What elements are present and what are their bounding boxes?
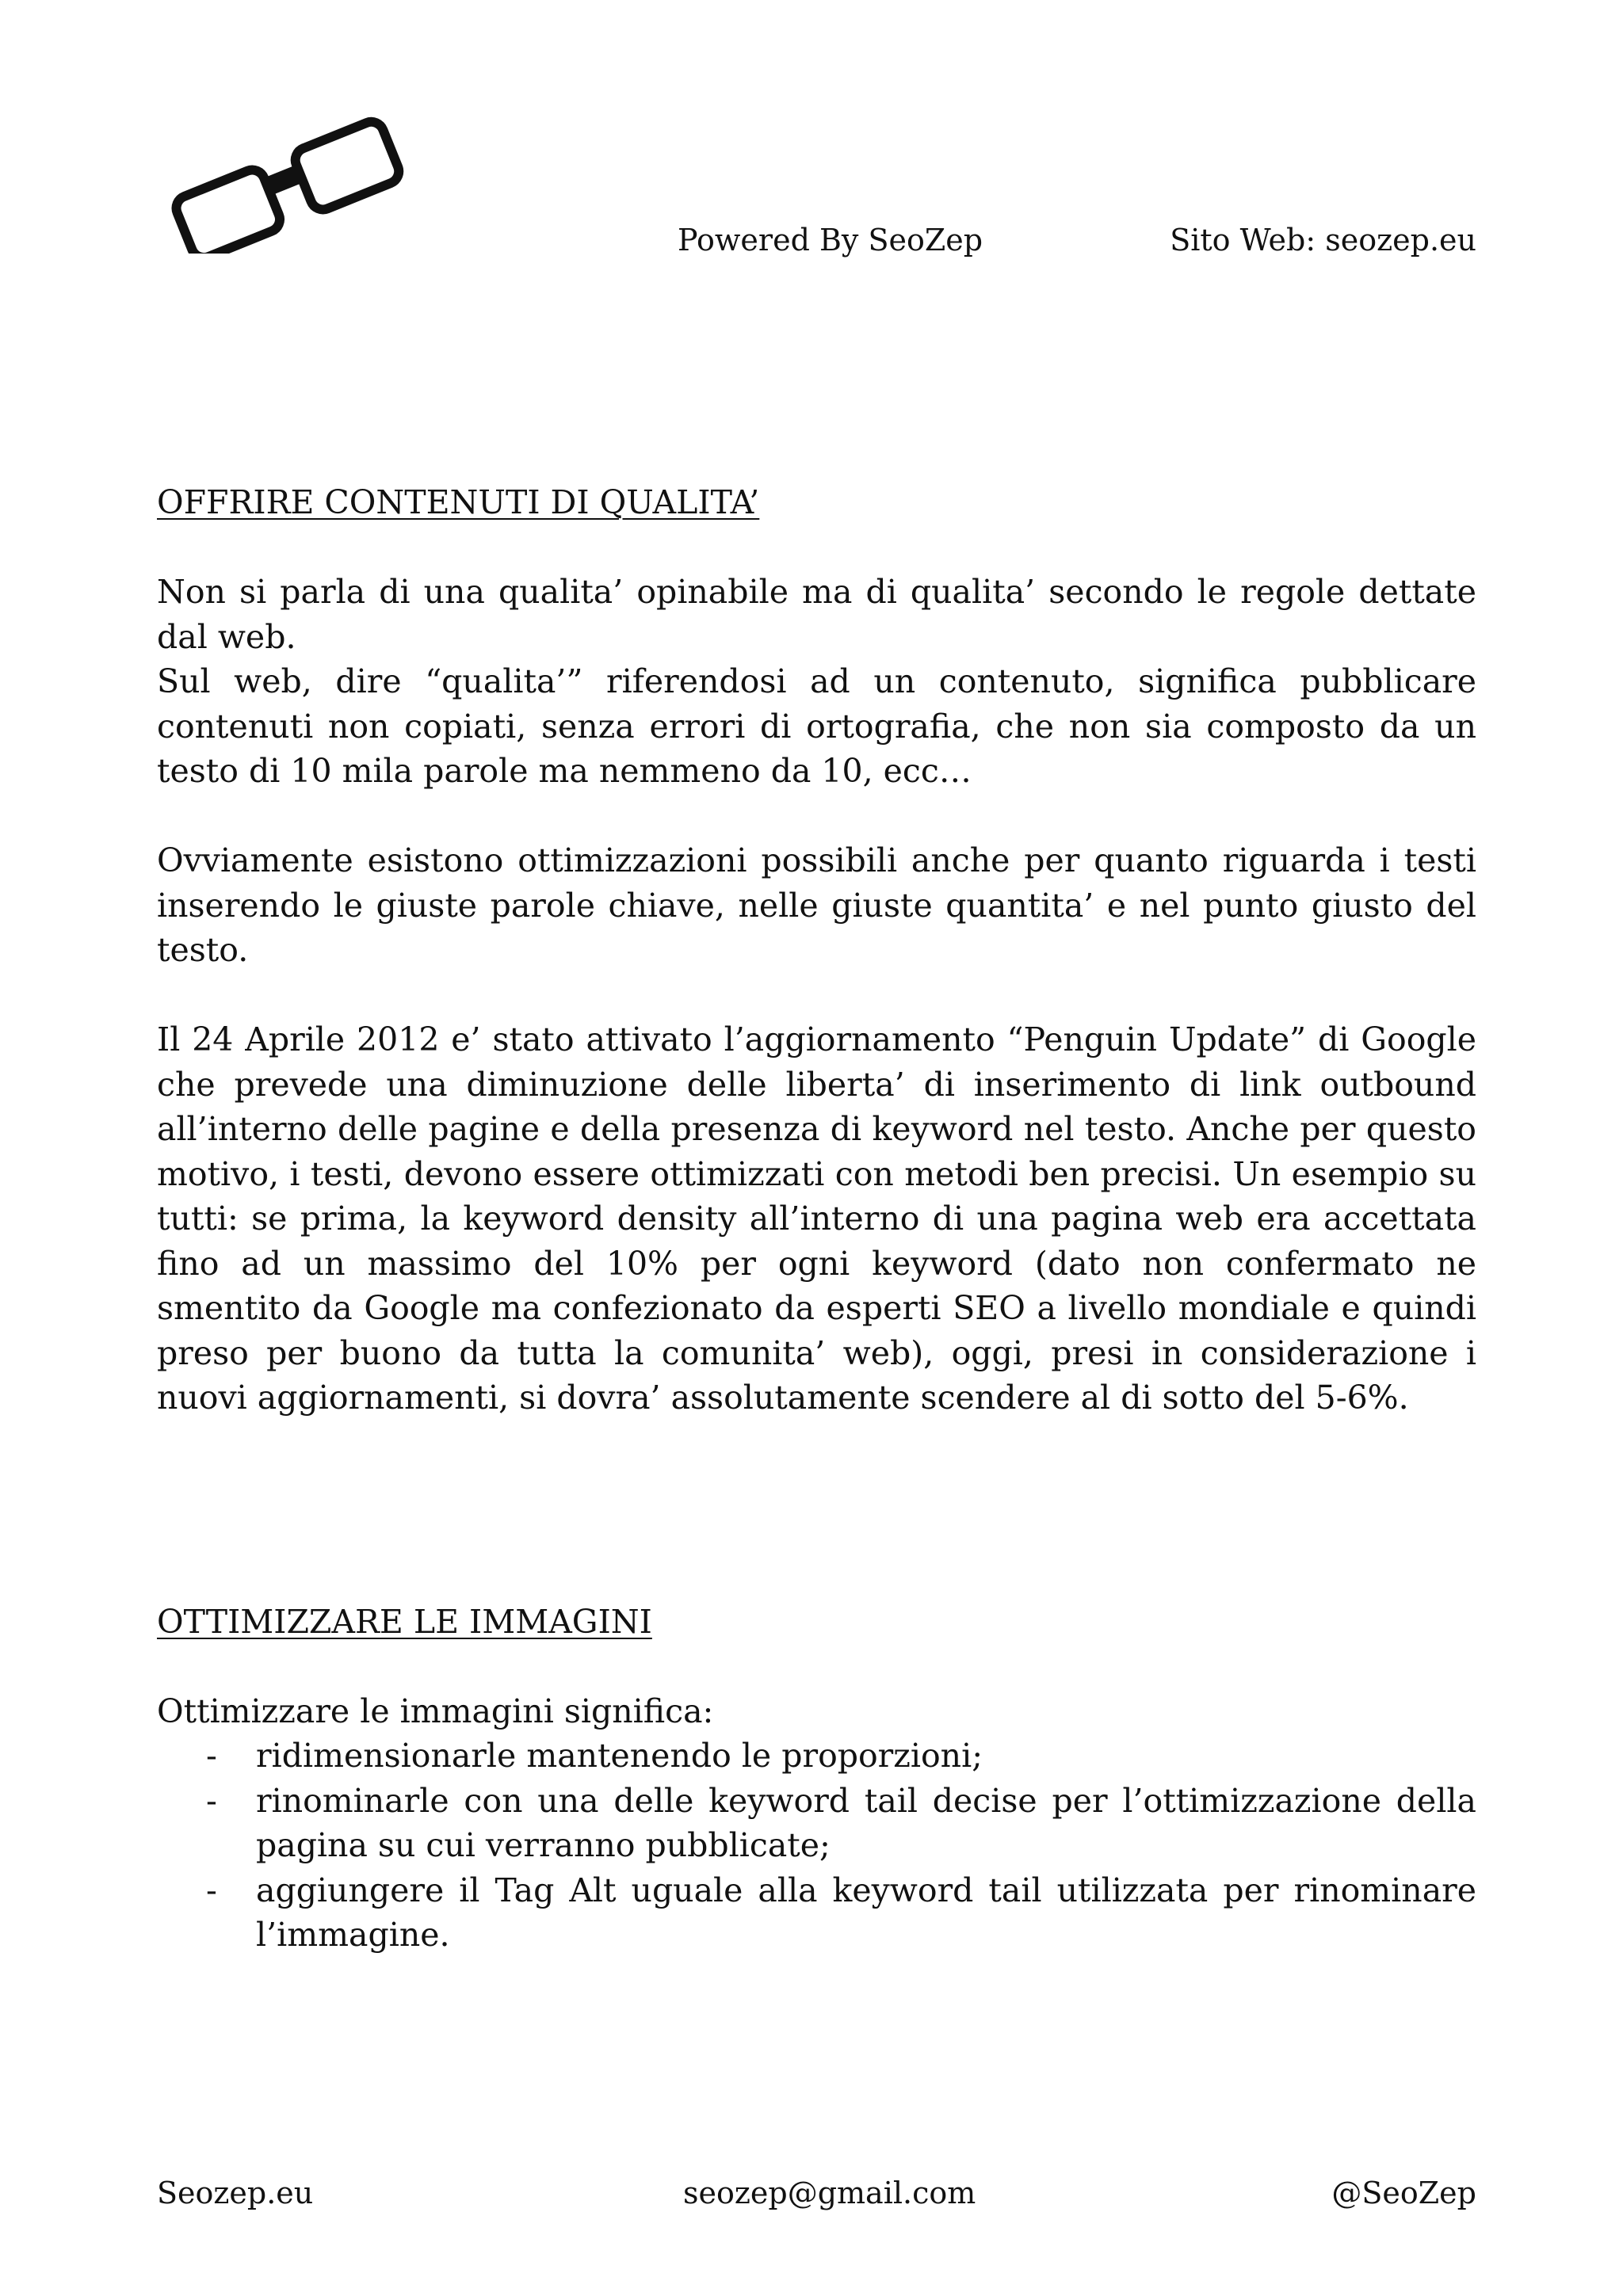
list-item — [157, 1868, 1476, 1958]
paragraph-penguin-update: Il 24 Aprile 2012 e’ stato attivato l’aggiornamento “Penguin Update” di Google che prevede una diminuzione delle liberta’ di inserimento di link outbound all’interno delle pagine e della presenza di keyword nel testo. Anche per questo motivo, i testi, devono essere ottimizzati con metodi ben precisi. Un esempio su tutti: se prima, la keyword density all’interno di una pagina web era accettata fino ad un massimo del 10% per ogni keyword (dato non confermato ne smentito da Google ma confezionato da esperti SEO a livello mondiale e quindi preso per buono da tutta la comunita’ web), oggi, presi in considerazione i nuovi aggiornamenti, si dovra’ assolutamente scendere al di sotto del 5-6%. — [157, 1020, 1476, 1417]
list-item — [157, 1733, 1476, 1779]
section-heading-quality: OFFRIRE CONTENUTI DI QUALITA’ — [157, 483, 760, 521]
footer-email: seozep@gmail.com — [683, 2176, 976, 2210]
document-body — [157, 480, 1476, 1958]
list-item-text: aggiungere il Tag Alt uguale alla keyword tail utilizzata per rinominare l’immagine. — [256, 1871, 1476, 1954]
list-item-text: ridimensionarle mantenendo le proporzioni; — [256, 1737, 983, 1775]
paragraph-images-intro: Ottimizzare le immagini significa: — [157, 1691, 714, 1730]
bullet-dash: - — [206, 1781, 217, 1820]
powered-by-text: Powered By SeoZep — [678, 223, 983, 257]
website-text: Sito Web: seozep.eu — [1170, 223, 1476, 257]
paragraph-text-optimization: Ovviamente esistono ottimizzazioni possibili anche per quanto riguarda i testi inserendo le giuste parole chiave, nelle giuste quantita’ e nel punto giusto del testo. — [157, 841, 1476, 969]
footer-handle: @SeoZep — [1331, 2176, 1476, 2210]
paragraph-quality-intro: Non si parla di una qualita’ opinabile ma di qualita’ secondo le regole dettate dal web. — [157, 573, 1476, 656]
bullet-dash: - — [206, 1737, 217, 1775]
section-heading-images: OTTIMIZZARE LE IMMAGINI — [157, 1602, 652, 1641]
footer-site: Seozep.eu — [157, 2176, 314, 2210]
list-item-text: rinominarle con una delle keyword tail decise per l’ottimizzazione della pagina su cui verranno pubblicate; — [256, 1781, 1476, 1864]
list-item — [157, 1779, 1476, 1868]
bullet-dash: - — [206, 1871, 217, 1909]
glasses-logo-icon — [155, 95, 408, 254]
image-optimization-list — [157, 1733, 1476, 1958]
paragraph-quality-definition: Sul web, dire “qualita’” riferendosi ad un contenuto, significa pubblicare contenuti non copiati, senza errori di ortografia, che non sia composto da un testo di 10 mila parole ma nemmeno da 10, ecc… — [157, 662, 1476, 790]
